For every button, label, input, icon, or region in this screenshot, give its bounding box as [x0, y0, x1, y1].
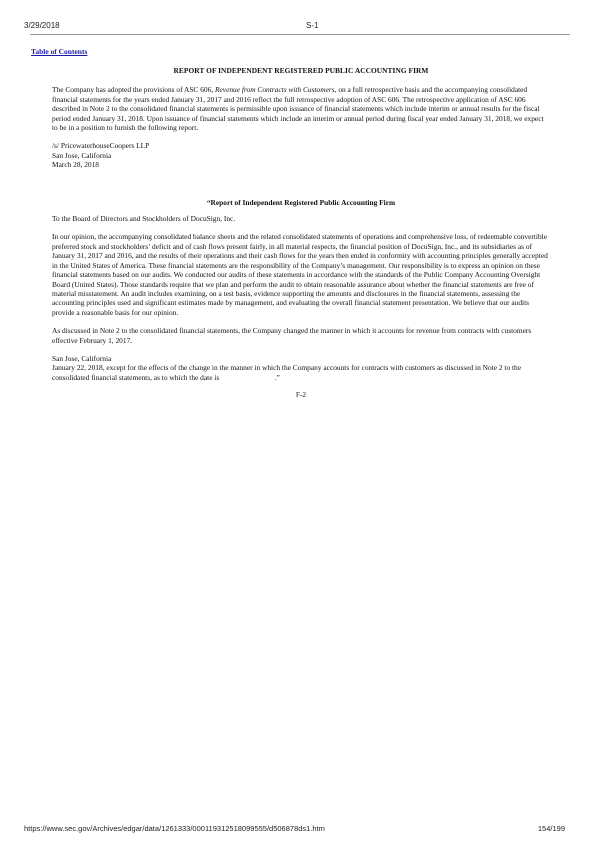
adoption-paragraph — [52, 85, 550, 132]
print-header — [24, 21, 576, 33]
report-dating: January 22, 2018, except for the effects of the change in the manner in which the Company accounts for contracts with customers as discussed in Note 2 to the consolidated financial statements, as to which the date is .” — [52, 363, 523, 382]
signature-firm: /s/ PricewaterhouseCoopers LLP — [52, 141, 150, 151]
auditor-signature-block — [52, 141, 550, 169]
page-number: F-2 — [295, 390, 307, 400]
print-page-count: 154/199 — [537, 824, 565, 833]
signature-date: March 28, 2018 — [52, 160, 100, 170]
table-of-contents-link[interactable]: Table of Contents — [31, 47, 88, 56]
print-title: S-1 — [306, 21, 319, 30]
report-dating-block — [52, 354, 550, 382]
opinion-paragraph: In our opinion, the accompanying consolidated balance sheets and the related consolidated statements of operations and comprehensive loss, of redeemable convertible preferred stock and stockholders’ deficit and of cash flows present fairly, in all material respects, the financial position of DocuSign, Inc., and its subsidiaries as of January 31, 2017 and 2016, and the results of their operations and their cash flows for the years then ended in conformity with accounting principles generally accepted in the United States of America. These financial statements are the responsibility of the Company’s management. Our responsibility is to express an opinion on these financial statements based on our audits. We conducted our audits of these statements in accordance with the standards of the Public Company Accounting Oversight Board (United States). Those standards require that we plan and perform the audit to obtain reasonable assurance about whether the financial statements are free of material misstatement. An audit includes examining, on a test basis, evidence supporting the amounts and disclosures in the financial statements, assessing the accounting principles used and significant estimates made by management, and evaluating the overall financial statement presentation. We believe that our audits provide a reasonable basis for our opinion. — [52, 232, 548, 317]
change-note-paragraph: As discussed in Note 2 to the consolidated financial statements, the Company changed the manner in which it accounts for revenue from contracts with customers effective February 1, 2017. — [52, 326, 532, 345]
signature-location: San Jose, California — [52, 150, 112, 160]
source-url: https://www.sec.gov/Archives/edgar/data/1261333/000119312518099555/d506878ds1.htm — [24, 824, 325, 833]
intro-text-cont: , on a full retrospective basis and the accompanying consolidated financial statements for the years ended January 31, 2017 and 2016 reflect the full retrospective adoption of ASC 606. The retrospective application of ASC 606 described in Note 2 to the consolidated financial statements is permissible upon issuance of financial statements which include interim or annual results for the fiscal period ended January 31, 2018. Upon issuance of financial statements which include an interim or annual period during fiscal year ended January 31, 2018, we expect to be in a position to furnish the following report. — [52, 85, 544, 133]
header-divider — [30, 34, 570, 35]
intro-text: The Company has adopted the provisions of ASC 606, — [52, 85, 215, 95]
print-date: 3/29/2018 — [24, 21, 60, 30]
standard-title: Revenue from Contracts with Customers — [215, 85, 335, 95]
report-heading: REPORT OF INDEPENDENT REGISTERED PUBLIC ACCOUNTING FIRM — [173, 66, 429, 75]
document-body — [52, 66, 550, 400]
print-footer — [24, 824, 576, 836]
quoted-report-heading: “Report of Independent Registered Public Accounting Firm — [206, 197, 396, 207]
report-location: San Jose, California — [52, 353, 112, 363]
addressee: To the Board of Directors and Stockholders of DocuSign, Inc. — [52, 214, 236, 224]
